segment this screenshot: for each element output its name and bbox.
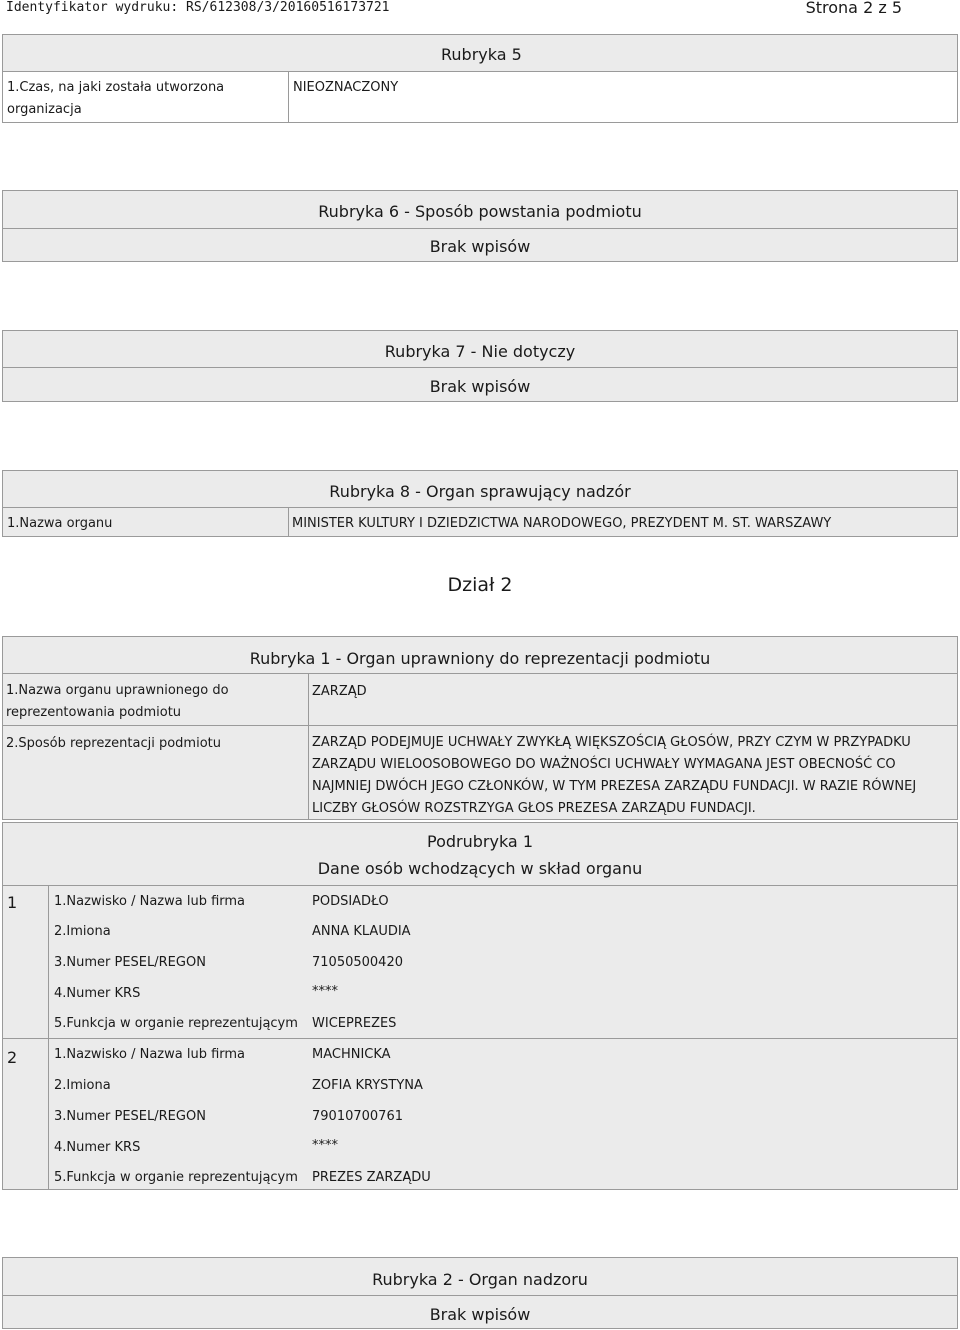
person-1-pesel: 71050500420 [312, 955, 403, 970]
person-1-function: WICEPREZES [312, 1016, 397, 1031]
podrubryka-subtitle: Dane osób wchodzących w skład organu [317, 859, 643, 878]
person-1-firstnames: ANNA KLAUDIA [312, 924, 411, 939]
rubryka1-field2-label: 2.Sposób reprezentacji podmiotu [6, 736, 221, 751]
rubryka6-value: Brak wpisów [429, 237, 531, 256]
person-1-label-firstnames: 2.Imiona [54, 924, 111, 939]
rubryka5-field-label: 1.Czas, na jaki została utworzona organizacja [7, 80, 225, 117]
dzial-title: Dział 2 [447, 574, 513, 596]
rubryka7-title: Rubryka 7 - Nie dotyczy [384, 342, 576, 361]
person-2-firstnames: ZOFIA KRYSTYNA [312, 1078, 423, 1093]
person-2-name: MACHNICKA [312, 1047, 391, 1062]
person-1-label-krs: 4.Numer KRS [54, 986, 141, 1001]
person-1-index: 1 [7, 893, 18, 912]
page-number: Strona 2 z 5 [805, 0, 902, 17]
print-identifier: Identyfikator wydruku: RS/612308/3/20160516173721 [6, 0, 390, 15]
rubryka1-field2-value: ZARZĄD PODEJMUJE UCHWAŁY ZWYKŁĄ WIĘKSZOŚCIĄ GŁOSÓW, PRZY CZYM W PRZYPADKU ZARZĄDU WIELOOSOBOWEGO DO WAŻNOŚCI UCHWAŁY WYMAGANA JEST OBECNOŚĆ CO NAJMNIEJ DWÓCH JEGO CZŁONKÓW, W TYM PREZESA ZARZĄDU FUNDACJI. W RAZIE RÓWNEJ LICZBY GŁOSÓW ROZSTRZYGA GŁOS PREZESA ZARZĄDU FUNDACJI. [312, 735, 917, 816]
person-1-krs: **** [312, 984, 338, 999]
rubryka5-title: Rubryka 5 [441, 45, 522, 64]
person-2-label-name: 1.Nazwisko / Nazwa lub firma [54, 1047, 246, 1062]
rubryka7-value: Brak wpisów [429, 377, 531, 396]
person-2-krs: **** [312, 1138, 338, 1153]
person-1-label-function: 5.Funkcja w organie reprezentującym [54, 1016, 298, 1031]
person-1-label-name: 1.Nazwisko / Nazwa lub firma [54, 894, 246, 909]
person-2-label-krs: 4.Numer KRS [54, 1140, 141, 1155]
rubryka8-field-value: MINISTER KULTURY I DZIEDZICTWA NARODOWEGO, PREZYDENT M. ST. WARSZAWY [292, 516, 832, 531]
person-2-label-firstnames: 2.Imiona [54, 1078, 111, 1093]
podrubryka-title: Podrubryka 1 [427, 832, 533, 851]
rubryka5-field-value: NIEOZNACZONY [293, 80, 399, 95]
rubryka8-field-label: 1.Nazwa organu [7, 516, 113, 531]
person-1-name: PODSIADŁO [312, 894, 389, 909]
person-1-label-pesel: 3.Numer PESEL/REGON [54, 955, 206, 970]
rubryka1-field1-label: 1.Nazwa organu uprawnionego do reprezentowania podmiotu [6, 683, 229, 720]
rubryka8-title: Rubryka 8 - Organ sprawujący nadzór [329, 482, 631, 501]
rubryka2-value: Brak wpisów [429, 1305, 531, 1324]
person-2-label-pesel: 3.Numer PESEL/REGON [54, 1109, 206, 1124]
person-2-pesel: 79010700761 [312, 1109, 403, 1124]
rubryka2-title: Rubryka 2 - Organ nadzoru [372, 1270, 588, 1289]
rubryka6-title: Rubryka 6 - Sposób powstania podmiotu [318, 202, 642, 221]
person-2-function: PREZES ZARZĄDU [312, 1170, 431, 1185]
rubryka1-title: Rubryka 1 - Organ uprawniony do reprezentacji podmiotu [249, 649, 711, 668]
rubryka1-field1-value: ZARZĄD [312, 684, 367, 699]
person-2-label-function: 5.Funkcja w organie reprezentującym [54, 1170, 298, 1185]
person-2-index: 2 [7, 1048, 18, 1067]
